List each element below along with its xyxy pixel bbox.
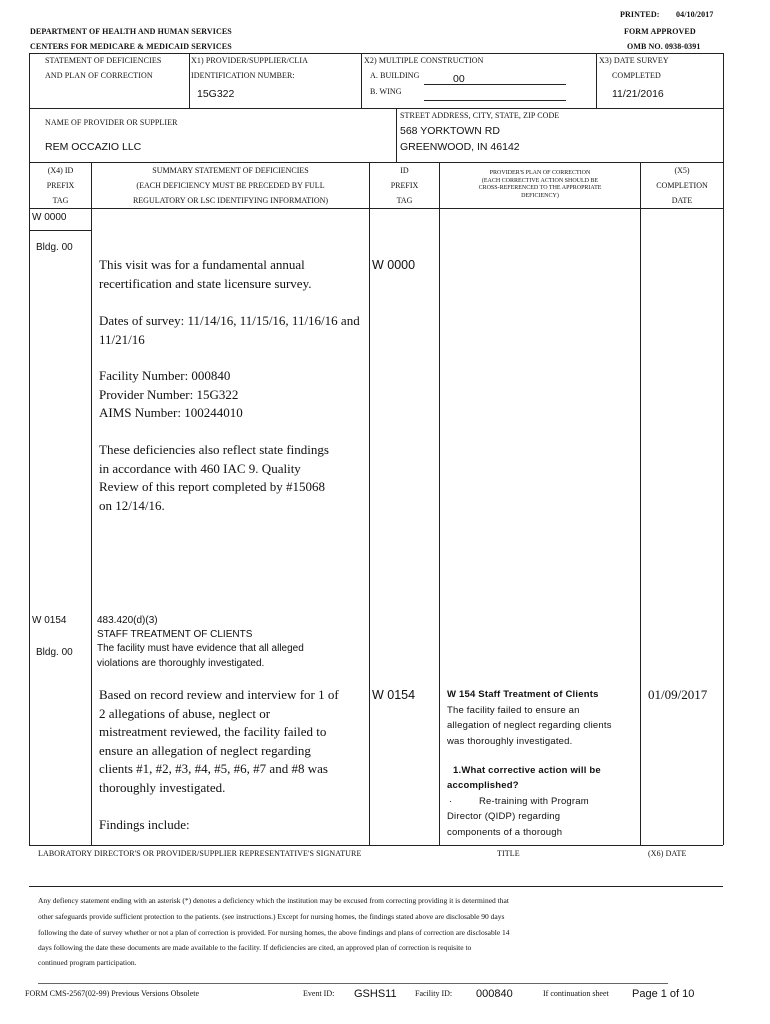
summary-paragraph: Based on record review and interview for 1 of 2 allegations of abuse, neglect or mistreatment reviewed, the facility failed to ensure an allegation of neglect regarding clients #1, #2, #3, #4, #5, #6, #7 and #8 was thoroughly investigated. — [99, 687, 339, 795]
summary-header-line: (EACH DEFICIENCY MUST BE PRECEDED BY FULL — [136, 181, 325, 190]
provider-id-value: 15G322 — [197, 88, 235, 100]
id-header-line: ID — [400, 166, 409, 175]
form-number: FORM CMS-2567(02-99) Previous Versions Obsolete — [25, 989, 200, 998]
id-tag: W 0154 — [372, 688, 416, 702]
x4-header — [30, 163, 91, 208]
disclaimer-line: continued program participation. — [38, 958, 137, 967]
entry-bldg: Bldg. 00 — [36, 647, 73, 658]
date-label: (X6) DATE — [648, 849, 687, 858]
id-header-line: TAG — [396, 196, 413, 205]
building-value: 00 — [453, 73, 465, 85]
department-name: DEPARTMENT OF HEALTH AND HUMAN SERVICES — [30, 27, 232, 36]
plan-title: W 154 Staff Treatment of Clients — [447, 689, 599, 700]
x5-header — [641, 163, 723, 208]
x1-label-2: IDENTIFICATION NUMBER: — [191, 71, 295, 80]
x5-header-line: COMPLETION — [656, 181, 708, 190]
plan-question: 1.What corrective action will be accomplished? — [447, 765, 601, 792]
event-id-value: GSHS11 — [354, 988, 397, 1000]
x5-header-line: DATE — [671, 196, 693, 205]
provider-name-value: REM OCCAZIO LLC — [45, 141, 142, 153]
plan-header-line: DEFICIENCY) — [521, 192, 559, 199]
regulation-number: 483.420(d)(3) — [97, 615, 158, 626]
plan-bullet: · — [449, 796, 453, 807]
plan-header-line: CROSS-REFERENCED TO THE APPROPRIATE — [478, 185, 602, 191]
id-header-line: PREFIX — [390, 181, 419, 190]
title-label: TITLE — [497, 849, 520, 858]
entry-tag: W 0154 — [32, 615, 67, 626]
completion-date: 01/09/2017 — [648, 687, 708, 702]
facility-id-value: 000840 — [476, 988, 513, 1000]
provider-number: Provider Number: 15G322 — [99, 386, 239, 402]
continuation-label: If continuation sheet — [543, 989, 609, 998]
plan-paragraph: The facility failed to ensure an allegation of neglect regarding clients was thoroughly investigated. — [447, 705, 612, 747]
summary-header-line: REGULATORY OR LSC IDENTIFYING INFORMATION) — [132, 196, 329, 205]
x3-label-2: COMPLETED — [612, 71, 661, 80]
summary-header — [92, 163, 369, 208]
disclaimer-line: following the date of survey whether or not a plan of correction is provided. For nursing homes, the above findings and plans of correction are disclosable 14 — [38, 928, 510, 937]
x5-header-line: (X5) — [674, 166, 690, 175]
provider-name-label: NAME OF PROVIDER OR SUPPLIER — [45, 118, 178, 127]
printed-label: PRINTED: — [620, 10, 660, 19]
printed-date: 04/10/2017 — [676, 10, 714, 19]
findings-include: Findings include: — [99, 817, 190, 832]
plan-header-line: (EACH CORRECTIVE ACTION SHOULD BE — [481, 177, 599, 184]
wing-label: B. WING — [370, 87, 402, 96]
summary-paragraph: This visit was for a fundamental annual recertification and state licensure survey. — [99, 257, 312, 291]
entry-tag: W 0000 — [32, 212, 67, 223]
plan-header — [440, 170, 640, 200]
summary-paragraph: These deficiencies also reflect state findings in accordance with 460 IAC 9. Quality Review of this report completed by #15068 on 12/14/16. — [99, 442, 329, 513]
disclaimer-line: days following the date these documents are made available to the facility. If deficiencies are cited, an approved plan of correction is requisite to — [38, 943, 472, 952]
x3-label-1: X3) DATE SURVEY — [599, 56, 669, 65]
facility-id-label: Facility ID: — [415, 989, 453, 998]
address-line-2: GREENWOOD, IN 46142 — [400, 141, 520, 153]
summary-paragraph: Dates of survey: 11/14/16, 11/15/16, 11/16/16 and 11/21/16 — [99, 313, 360, 347]
event-id-label: Event ID: — [303, 989, 335, 998]
centers-name: CENTERS FOR MEDICARE & MEDICAID SERVICES — [30, 42, 232, 51]
omb-number: OMB NO. 0938-0391 — [627, 42, 701, 51]
disclaimer-line: Any defiency statement ending with an asterisk (*) denotes a deficiency which the institution may be excused from correcting providing it is determined that — [38, 896, 509, 905]
entry-bldg: Bldg. 00 — [36, 242, 73, 253]
page-number: Page 1 of 10 — [632, 988, 695, 1000]
summary-header-line: SUMMARY STATEMENT OF DEFICIENCIES — [152, 166, 309, 175]
x2-label: X2) MULTIPLE CONSTRUCTION — [364, 56, 484, 65]
regulation-rule: The facility must have evidence that all alleged violations are thoroughly investigated. — [97, 643, 304, 669]
plan-header-line: PROVIDER'S PLAN OF CORRECTION — [489, 170, 591, 176]
statement-label-1: STATEMENT OF DEFICIENCIES — [45, 56, 162, 65]
survey-date-value: 11/21/2016 — [612, 88, 664, 100]
building-label: A. BUILDING — [370, 71, 420, 80]
x4-header-line: (X4) ID — [47, 166, 74, 175]
statement-label-2: AND PLAN OF CORRECTION — [45, 71, 153, 80]
id-header — [370, 163, 439, 208]
aims-number: AIMS Number: 100244010 — [99, 405, 243, 420]
address-label: STREET ADDRESS, CITY, STATE, ZIP CODE — [400, 111, 560, 120]
disclaimer-line: other safeguards provide sufficient protection to the patients. (see instructions.) Except for nursing homes, the findings stated above are disclosable 90 days — [38, 912, 505, 921]
facility-number: Facility Number: 000840 — [99, 368, 231, 383]
address-line-1: 568 YORKTOWN RD — [400, 125, 500, 137]
x4-header-line: PREFIX — [46, 181, 75, 190]
x1-label-1: X1) PROVIDER/SUPPLIER/CLIA — [191, 56, 309, 65]
form-approved: FORM APPROVED — [624, 27, 696, 36]
x4-header-line: TAG — [52, 196, 69, 205]
id-tag: W 0000 — [372, 258, 416, 272]
regulation-title: STAFF TREATMENT OF CLIENTS — [97, 629, 253, 640]
plan-paragraph: Re-training with Program Director (QIDP) regarding components of a thorough — [447, 796, 589, 838]
signature-label: LABORATORY DIRECTOR'S OR PROVIDER/SUPPLIER REPRESENTATIVE'S SIGNATURE — [38, 849, 362, 858]
